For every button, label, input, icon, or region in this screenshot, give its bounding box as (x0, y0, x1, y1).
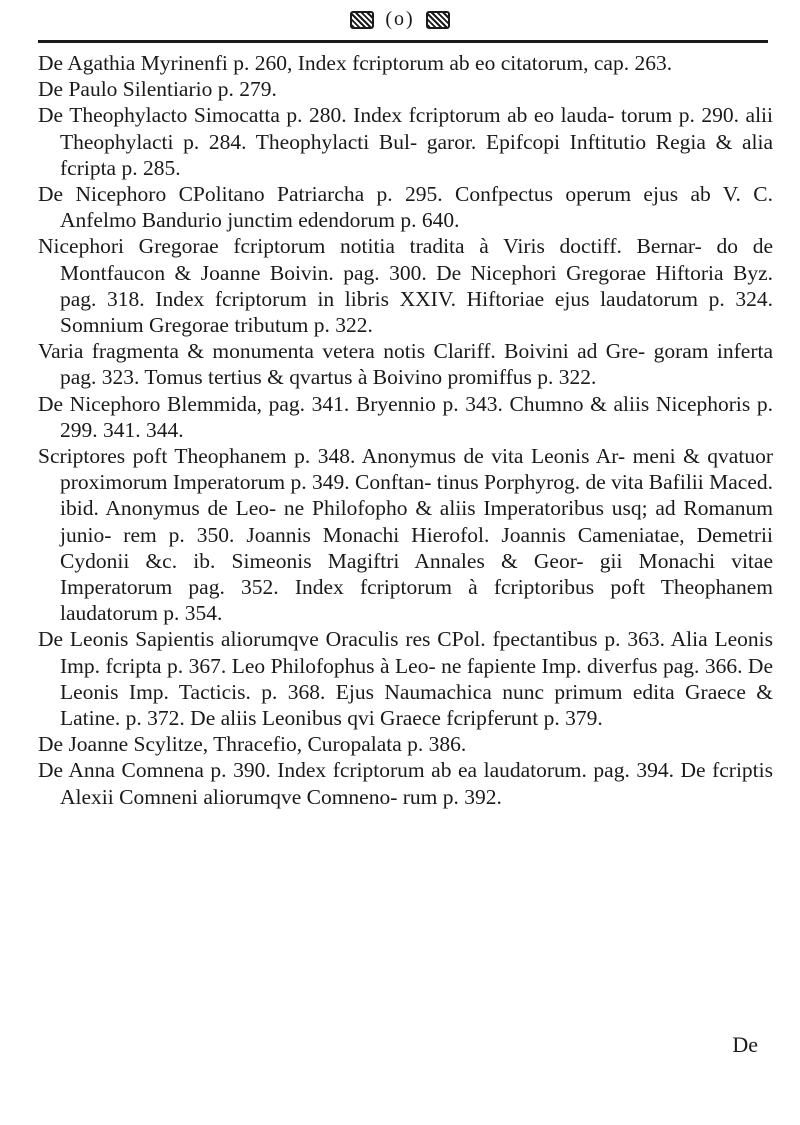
page-number: (o) (385, 8, 415, 30)
index-entry: De Joanne Scylitze, Thracefio, Curopalata p. 386. (38, 732, 467, 757)
page-header (0, 8, 800, 38)
ornament-icon (350, 11, 374, 29)
index-entry: De Theophylacto Simocatta p. 280. Index fcriptorum ab eo lauda- torum p. 290. alii Theophylacti p. 284. Theophylacti Bul- garor. Epifcopi Inftitutio Regia & alia fcripta p. 285. (38, 103, 773, 180)
index-entry: De Nicephoro Blemmida, pag. 341. Bryennio p. 343. Chumno & aliis Nicephoris p. 299. 341. 344. (38, 391, 773, 442)
index-entry: De Anna Comnena p. 390. Index fcriptorum ab ea laudatorum. pag. 394. De fcriptis Alexii Comneni aliorumqve Comneno- rum p. 392. (38, 758, 773, 809)
ornament-icon (426, 11, 450, 29)
index-entry: Scriptores poft Theophanem p. 348. Anonymus de vita Leonis Ar- meni & qvatuor proximorum Imperatorum p. 349. Conftan- tinus Porphyrog. de vita Bafilii Maced. ibid. Anonymus de Leo- ne Philofopho & aliis Imperatoribus usq; ad Romanum junio- rem p. 350. Joannis Monachi Hierofol. Joannis Cameniatae, Demetrii Cydonii &c. ib. Simeonis Magiftri Annales & Geor- gii Monachi vitae Imperatorum pag. 352. Index fcriptorum à fcriptoribus poft Theophanem laudatorum p. 354. (38, 444, 773, 626)
index-entry: Varia fragmenta & monumenta vetera notis Clariff. Boivini ad Gre- goram inferta pag. 323. Tomus tertius & qvartus à Boivino promiffus p. 322. (38, 339, 773, 390)
index-entry: De Nicephoro CPolitano Patriarcha p. 295. Confpectus operum ejus ab V. C. Anfelmo Bandurio junctim edendorum p. 640. (38, 182, 773, 233)
index-entry: De Agathia Myrinenfi p. 260, Index fcriptorum ab eo citatorum, cap. 263. (38, 51, 673, 75)
header-rule (38, 40, 768, 43)
index-entry: De Paulo Silentiario p. 279. (38, 77, 277, 102)
index-entries (38, 50, 773, 810)
catchword: De (732, 1032, 758, 1057)
index-entry: De Leonis Sapientis aliorumqve Oraculis res CPol. fpectantibus p. 363. Alia Leonis Imp. fcripta p. 367. Leo Philofophus à Leo- ne fapiente Imp. diverfus pag. 366. De Leonis Imp. Tacticis. p. 368. Ejus Naumachica nunc primum edita Graece & Latine. p. 372. De aliis Leonibus qvi Graece fcripferunt p. 379. (38, 627, 773, 731)
index-entry: Nicephori Gregorae fcriptorum notitia tradita à Viris doctiff. Bernar- do de Montfaucon & Joanne Boivin. pag. 300. De Nicephori Gregorae Hiftoria Byz. pag. 318. Index fcriptorum in libris XXIV. Hiftoriae ejus laudatorum p. 324. Somnium Gregorae tributum p. 322. (38, 234, 773, 338)
page-number-ornament (346, 8, 453, 31)
